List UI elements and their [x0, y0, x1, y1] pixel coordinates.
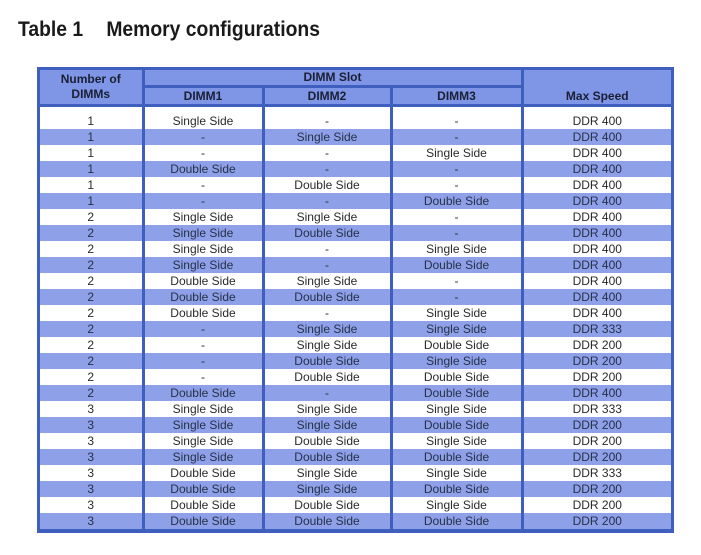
cell-dimm2: Double Side [263, 497, 391, 513]
cell-number-of-dimms: 1 [40, 129, 143, 145]
cell-dimm1: Double Side [143, 273, 263, 289]
table-row [40, 369, 671, 385]
cell-number-of-dimms: 1 [40, 193, 143, 209]
cell-number-of-dimms: 2 [40, 385, 143, 401]
table-row [40, 225, 671, 241]
table-caption [18, 18, 320, 42]
cell-dimm1: Double Side [143, 289, 263, 305]
header-number-of-dimms: Number of DIMMs [40, 70, 143, 106]
cell-number-of-dimms: 1 [40, 106, 143, 130]
cell-dimm2: Double Side [263, 433, 391, 449]
cell-max-speed: DDR 400 [522, 106, 671, 130]
cell-max-speed: DDR 200 [522, 497, 671, 513]
cell-dimm1: Single Side [143, 401, 263, 417]
cell-dimm3: - [391, 106, 522, 130]
cell-dimm3: Single Side [391, 321, 522, 337]
header-dimm-slot: DIMM Slot [143, 70, 522, 87]
memory-configurations-table-frame [37, 67, 674, 533]
cell-dimm1: - [143, 321, 263, 337]
cell-number-of-dimms: 3 [40, 417, 143, 433]
cell-dimm3: Double Side [391, 257, 522, 273]
cell-max-speed: DDR 400 [522, 385, 671, 401]
cell-number-of-dimms: 2 [40, 305, 143, 321]
table-row [40, 321, 671, 337]
cell-dimm3: - [391, 225, 522, 241]
table-row [40, 273, 671, 289]
cell-max-speed: DDR 400 [522, 241, 671, 257]
cell-max-speed: DDR 200 [522, 449, 671, 465]
cell-number-of-dimms: 2 [40, 337, 143, 353]
cell-dimm3: Double Side [391, 481, 522, 497]
table-row [40, 337, 671, 353]
table-row [40, 401, 671, 417]
cell-dimm3: Double Side [391, 369, 522, 385]
cell-dimm2: Double Side [263, 353, 391, 369]
cell-dimm3: Single Side [391, 305, 522, 321]
table-row [40, 193, 671, 209]
table-row [40, 161, 671, 177]
cell-dimm1: - [143, 369, 263, 385]
cell-dimm1: Double Side [143, 513, 263, 529]
cell-dimm1: - [143, 177, 263, 193]
table-row [40, 433, 671, 449]
cell-number-of-dimms: 2 [40, 369, 143, 385]
cell-dimm1: Single Side [143, 433, 263, 449]
cell-dimm1: - [143, 129, 263, 145]
cell-dimm1: Double Side [143, 161, 263, 177]
cell-dimm3: - [391, 177, 522, 193]
cell-dimm1: Single Side [143, 106, 263, 130]
cell-dimm2: Single Side [263, 417, 391, 433]
table-row [40, 353, 671, 369]
cell-dimm2: - [263, 106, 391, 130]
cell-dimm2: Single Side [263, 273, 391, 289]
cell-number-of-dimms: 2 [40, 257, 143, 273]
table-row [40, 417, 671, 433]
table-row [40, 289, 671, 305]
header-dimm1: DIMM1 [143, 87, 263, 106]
cell-dimm3: Double Side [391, 337, 522, 353]
table-row [40, 465, 671, 481]
cell-number-of-dimms: 2 [40, 353, 143, 369]
table-number: Table 1 [18, 18, 84, 41]
cell-max-speed: DDR 400 [522, 305, 671, 321]
cell-max-speed: DDR 333 [522, 401, 671, 417]
cell-max-speed: DDR 400 [522, 161, 671, 177]
cell-dimm2: - [263, 385, 391, 401]
cell-max-speed: DDR 400 [522, 177, 671, 193]
cell-number-of-dimms: 2 [40, 241, 143, 257]
cell-number-of-dimms: 1 [40, 145, 143, 161]
cell-dimm1: Double Side [143, 481, 263, 497]
cell-dimm3: - [391, 209, 522, 225]
cell-dimm3: Double Side [391, 417, 522, 433]
cell-number-of-dimms: 3 [40, 449, 143, 465]
cell-number-of-dimms: 3 [40, 481, 143, 497]
cell-max-speed: DDR 200 [522, 417, 671, 433]
table-row [40, 481, 671, 497]
cell-dimm3: Double Side [391, 513, 522, 529]
cell-dimm2: Single Side [263, 337, 391, 353]
table-title: Memory configurations [106, 18, 320, 41]
cell-dimm2: Double Side [263, 289, 391, 305]
cell-dimm1: - [143, 353, 263, 369]
cell-number-of-dimms: 2 [40, 209, 143, 225]
cell-dimm2: Double Side [263, 513, 391, 529]
cell-dimm3: - [391, 161, 522, 177]
cell-number-of-dimms: 2 [40, 321, 143, 337]
cell-dimm2: - [263, 193, 391, 209]
cell-dimm3: Double Side [391, 193, 522, 209]
cell-dimm2: Single Side [263, 481, 391, 497]
cell-dimm1: Single Side [143, 241, 263, 257]
cell-dimm1: Double Side [143, 465, 263, 481]
cell-dimm3: Single Side [391, 241, 522, 257]
cell-max-speed: DDR 200 [522, 433, 671, 449]
cell-max-speed: DDR 400 [522, 225, 671, 241]
cell-dimm2: Double Side [263, 449, 391, 465]
table-row [40, 106, 671, 130]
cell-dimm1: Single Side [143, 225, 263, 241]
cell-number-of-dimms: 2 [40, 273, 143, 289]
table-row [40, 177, 671, 193]
cell-dimm3: - [391, 289, 522, 305]
cell-dimm1: - [143, 337, 263, 353]
cell-number-of-dimms: 3 [40, 401, 143, 417]
cell-dimm2: Double Side [263, 177, 391, 193]
cell-number-of-dimms: 1 [40, 177, 143, 193]
cell-number-of-dimms: 1 [40, 161, 143, 177]
cell-max-speed: DDR 333 [522, 465, 671, 481]
cell-dimm1: Double Side [143, 497, 263, 513]
cell-dimm2: Single Side [263, 129, 391, 145]
cell-dimm2: Single Side [263, 401, 391, 417]
cell-max-speed: DDR 400 [522, 289, 671, 305]
cell-dimm1: - [143, 193, 263, 209]
table-body [40, 106, 671, 530]
cell-dimm1: Double Side [143, 305, 263, 321]
cell-dimm2: - [263, 241, 391, 257]
cell-dimm3: Single Side [391, 497, 522, 513]
cell-dimm2: - [263, 257, 391, 273]
table-row [40, 305, 671, 321]
table-row [40, 385, 671, 401]
cell-max-speed: DDR 200 [522, 513, 671, 529]
cell-max-speed: DDR 400 [522, 193, 671, 209]
cell-max-speed: DDR 200 [522, 337, 671, 353]
cell-number-of-dimms: 2 [40, 289, 143, 305]
cell-max-speed: DDR 333 [522, 321, 671, 337]
cell-number-of-dimms: 3 [40, 513, 143, 529]
cell-number-of-dimms: 3 [40, 433, 143, 449]
cell-dimm1: Single Side [143, 209, 263, 225]
cell-max-speed: DDR 400 [522, 145, 671, 161]
cell-dimm1: Double Side [143, 385, 263, 401]
cell-dimm3: Single Side [391, 433, 522, 449]
cell-dimm3: Double Side [391, 449, 522, 465]
cell-max-speed: DDR 400 [522, 209, 671, 225]
cell-dimm2: Single Side [263, 321, 391, 337]
header-dimm3: DIMM3 [391, 87, 522, 106]
cell-dimm3: - [391, 129, 522, 145]
table-row [40, 513, 671, 529]
cell-dimm1: Single Side [143, 417, 263, 433]
cell-max-speed: DDR 400 [522, 273, 671, 289]
cell-max-speed: DDR 400 [522, 257, 671, 273]
cell-dimm3: Single Side [391, 145, 522, 161]
cell-dimm2: - [263, 305, 391, 321]
cell-dimm3: Single Side [391, 465, 522, 481]
memory-configurations-table [40, 70, 671, 529]
cell-dimm3: - [391, 273, 522, 289]
cell-max-speed: DDR 200 [522, 369, 671, 385]
header-max-speed: Max Speed [522, 70, 671, 106]
table-row [40, 497, 671, 513]
header-dimm2: DIMM2 [263, 87, 391, 106]
cell-dimm2: Single Side [263, 465, 391, 481]
table-row [40, 145, 671, 161]
cell-number-of-dimms: 3 [40, 465, 143, 481]
cell-dimm3: Single Side [391, 401, 522, 417]
table-row [40, 241, 671, 257]
cell-max-speed: DDR 400 [522, 129, 671, 145]
cell-dimm1: - [143, 145, 263, 161]
cell-dimm3: Double Side [391, 385, 522, 401]
cell-dimm1: Single Side [143, 449, 263, 465]
cell-dimm1: Single Side [143, 257, 263, 273]
table-row [40, 209, 671, 225]
cell-number-of-dimms: 2 [40, 225, 143, 241]
table-row [40, 129, 671, 145]
cell-dimm2: Double Side [263, 369, 391, 385]
table-row [40, 449, 671, 465]
cell-number-of-dimms: 3 [40, 497, 143, 513]
table-row [40, 257, 671, 273]
cell-dimm3: Single Side [391, 353, 522, 369]
cell-dimm2: - [263, 145, 391, 161]
cell-dimm2: - [263, 161, 391, 177]
cell-max-speed: DDR 200 [522, 481, 671, 497]
cell-dimm2: Double Side [263, 225, 391, 241]
cell-dimm2: Single Side [263, 209, 391, 225]
cell-max-speed: DDR 200 [522, 353, 671, 369]
